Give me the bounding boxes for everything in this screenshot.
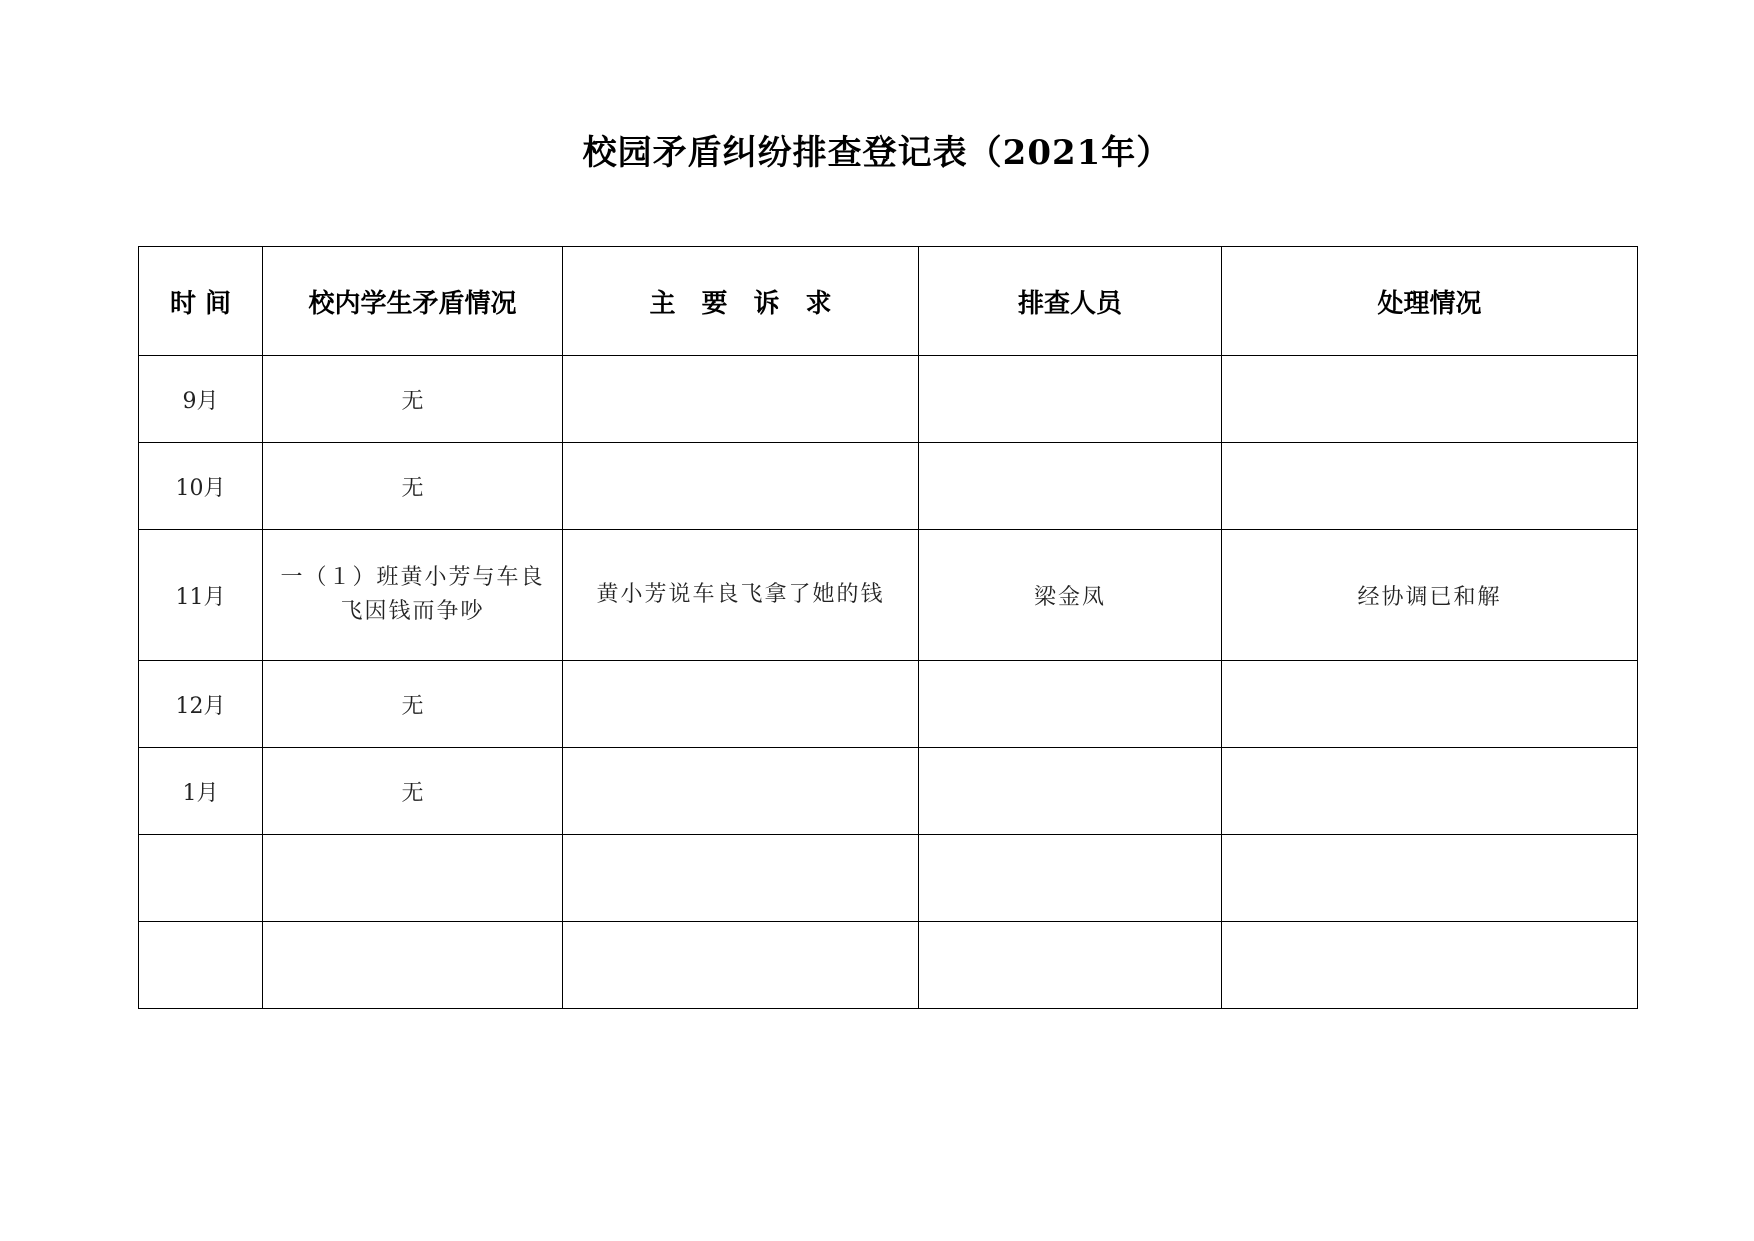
table-row <box>139 356 1638 443</box>
cell-month <box>139 835 263 922</box>
table-header-row <box>139 247 1638 356</box>
header-student-conflict: 校内学生矛盾情况 <box>263 247 563 356</box>
cell-handling: 经协调已和解 <box>1222 530 1638 661</box>
cell-handling <box>1222 748 1638 835</box>
header-time: 时 间 <box>139 247 263 356</box>
cell-demand <box>563 748 919 835</box>
cell-situation: 无 <box>263 443 563 530</box>
cell-handling <box>1222 356 1638 443</box>
cell-staff <box>919 835 1222 922</box>
cell-month: 9月 <box>139 356 263 443</box>
table-row <box>139 530 1638 661</box>
cell-month <box>139 922 263 1009</box>
cell-demand <box>563 661 919 748</box>
header-handling: 处理情况 <box>1222 247 1638 356</box>
cell-demand <box>563 356 919 443</box>
cell-demand <box>563 835 919 922</box>
cell-situation <box>263 922 563 1009</box>
header-inspector: 排查人员 <box>919 247 1222 356</box>
cell-demand: 黄小芳说车良飞拿了她的钱 <box>563 530 919 661</box>
cell-staff: 梁金凤 <box>919 530 1222 661</box>
cell-situation: 无 <box>263 356 563 443</box>
cell-situation: 无 <box>263 748 563 835</box>
cell-staff <box>919 443 1222 530</box>
cell-month: 1月 <box>139 748 263 835</box>
cell-situation <box>263 835 563 922</box>
cell-situation: 无 <box>263 661 563 748</box>
cell-situation: 一（１）班黄小芳与车良飞因钱而争吵 <box>263 530 563 661</box>
table-row <box>139 835 1638 922</box>
table-row <box>139 922 1638 1009</box>
cell-staff <box>919 661 1222 748</box>
cell-staff <box>919 748 1222 835</box>
cell-demand <box>563 922 919 1009</box>
page-title: 校园矛盾纠纷排查登记表（2021年） <box>582 133 1172 173</box>
cell-month: 12月 <box>139 661 263 748</box>
register-table <box>138 246 1638 1009</box>
cell-handling <box>1222 661 1638 748</box>
header-main-demand: 主 要 诉 求 <box>563 247 919 356</box>
table-row <box>139 443 1638 530</box>
table-row <box>139 661 1638 748</box>
cell-handling <box>1222 835 1638 922</box>
cell-staff <box>919 356 1222 443</box>
cell-demand <box>563 443 919 530</box>
cell-handling <box>1222 443 1638 530</box>
table-row <box>139 748 1638 835</box>
cell-staff <box>919 922 1222 1009</box>
cell-month: 11月 <box>139 530 263 661</box>
cell-month: 10月 <box>139 443 263 530</box>
cell-handling <box>1222 922 1638 1009</box>
